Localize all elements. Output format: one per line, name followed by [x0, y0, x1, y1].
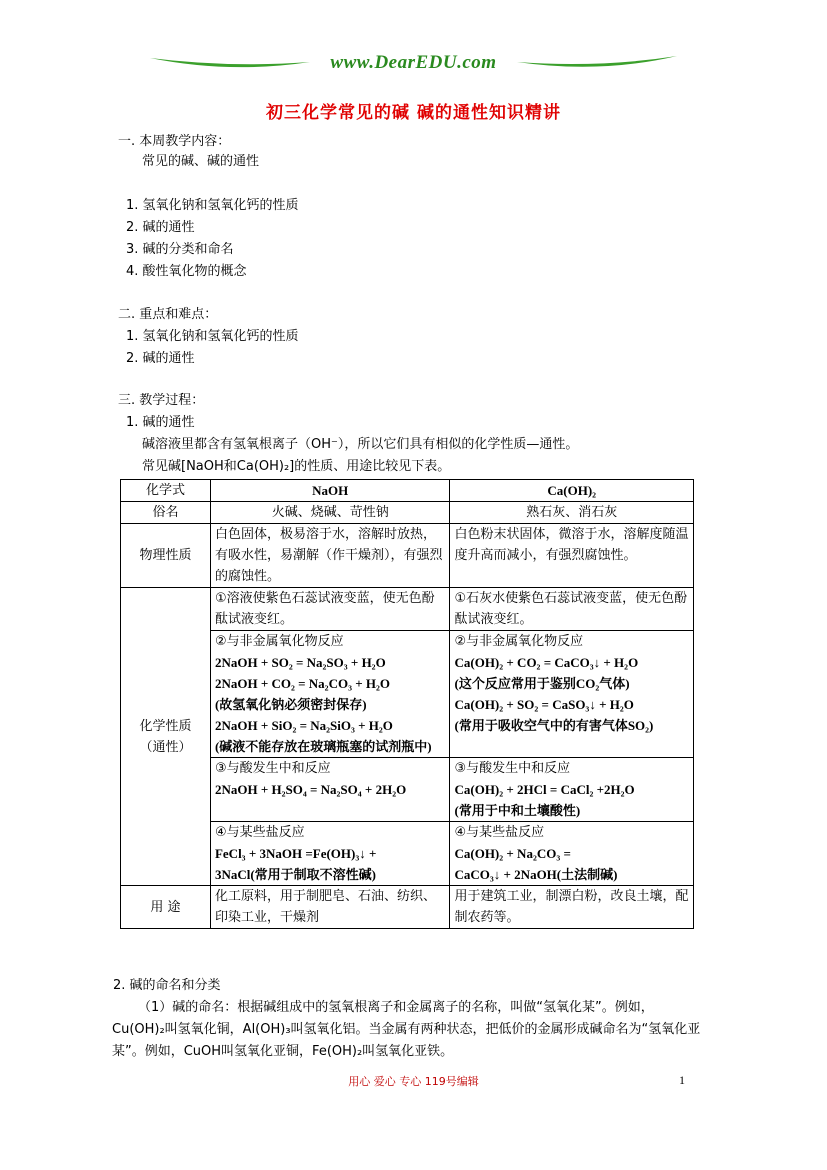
site-logo: www.DearEDU.com: [330, 52, 497, 73]
table-cell: [210, 822, 450, 886]
table-cell: 化工原料，用于制肥皂、石油、纺织、印染工业，干燥剂: [210, 886, 450, 929]
section2-item: 1. 氢氧化钠和氢氧化钙的性质: [126, 329, 299, 344]
table-row: [121, 480, 694, 502]
table-cell: 物理性质: [121, 524, 211, 588]
table-cell: 火碱、烧碱、苛性钠: [210, 502, 450, 524]
equation: 2NaOH + SiO₂ = Na₂SiO₃ + H₂O: [214, 718, 393, 733]
table-header-naoh: NaOH: [210, 480, 450, 502]
equation: 2NaOH + H₂SO₄ = Na₂SO₄ + 2H₂O: [214, 782, 407, 797]
section3-paragraph: 碱溶液里都含有氢氧根离子（OH⁻），所以它们具有相似的化学性质—通性。: [142, 437, 579, 452]
cell-line: ③与酸发生中和反应: [214, 761, 331, 776]
section3-heading: 三. 教学过程：: [118, 393, 205, 408]
table-cell: [450, 631, 694, 758]
table-cell: 用 途: [121, 886, 211, 929]
table-cell: ①溶液使紫色石蕊试液变蓝，使无色酚酞试液变红。: [210, 588, 450, 631]
cell-line: ②与非金属氧化物反应: [214, 634, 344, 649]
table-row: [121, 588, 694, 631]
table-row: [121, 524, 694, 588]
equation: Ca(OH)₂ + CO₂ = CaCO₃↓ + H₂O: [454, 655, 639, 670]
section1-item: 4. 酸性氧化物的概念: [126, 264, 247, 279]
equation: FeCl₃ + 3NaOH =Fe(OH)₃↓ +: [214, 846, 377, 861]
cell-note: (这个反应常用于鉴别CO₂气体): [454, 676, 630, 691]
table-cell: [210, 758, 450, 822]
equation: 2NaOH + CO₂ = Na₂CO₃ + H₂O: [214, 676, 391, 691]
table-row: [121, 502, 694, 524]
equation: CaCO₃↓ + 2NaOH(土法制碱): [454, 867, 618, 882]
cell-note: (常用于中和土壤酸性): [454, 803, 581, 818]
section4-heading: 2. 碱的命名和分类: [113, 978, 221, 993]
section2-heading: 二. 重点和难点：: [118, 307, 218, 322]
equation: Ca(OH)₂ + Na₂CO₃ =: [454, 846, 571, 861]
table-cell: 俗名: [121, 502, 211, 524]
cell-line: ③与酸发生中和反应: [454, 761, 571, 776]
cell-note: (常用于吸收空气中的有害气体SO₂): [454, 718, 654, 733]
comparison-table: [120, 479, 694, 929]
equation: 2NaOH + SO₂ = Na₂SO₃ + H₂O: [214, 655, 386, 670]
table-cell: [450, 822, 694, 886]
cell-line: ④与某些盐反应: [214, 825, 305, 840]
cell-line: ②与非金属氧化物反应: [454, 634, 584, 649]
table-header-caoh2: Ca(OH)₂: [450, 480, 694, 502]
section1-item: 3. 碱的分类和命名: [126, 242, 234, 257]
table-cell: 用于建筑工业，制漂白粉，改良土壤，配制农药等。: [450, 886, 694, 929]
equation: Ca(OH)₂ + 2HCl = CaCl₂ +2H₂O: [454, 782, 635, 797]
table-cell: 白色固体，极易溶于水，溶解时放热，有吸水性，易潮解（作干燥剂），有强烈的腐蚀性。: [210, 524, 450, 588]
page-footer: 用心 爱心 专心 119号编辑: [348, 1075, 479, 1088]
page-header: [0, 44, 827, 84]
table-cell: 化学式: [121, 480, 211, 502]
table-cell: [210, 631, 450, 758]
section3-paragraph: 常见碱[NaOH和Ca(OH)₂]的性质、用途比较见下表。: [142, 459, 451, 474]
equation: 3NaCl(常用于制取不溶性碱): [214, 867, 377, 882]
cell-note: (碱液不能存放在玻璃瓶塞的试剂瓶中): [214, 739, 432, 754]
table-cell: [121, 588, 211, 886]
table-row: [121, 886, 694, 929]
chem-label: 化学性质（通性）: [139, 718, 192, 755]
cell-note: (故氢氧化钠必须密封保存): [214, 697, 367, 712]
page-number: 1: [679, 1073, 685, 1087]
section2-item: 2. 碱的通性: [126, 351, 195, 366]
table-cell: ①石灰水使紫色石蕊试液变蓝，使无色酚酞试液变红。: [450, 588, 694, 631]
section1-item: 2. 碱的通性: [126, 220, 195, 235]
cell-line: ④与某些盐反应: [454, 825, 545, 840]
equation: Ca(OH)₂ + SO₂ = CaSO₃↓ + H₂O: [454, 697, 634, 712]
section1-heading: 一. 本周教学内容：: [118, 134, 231, 149]
section4-paragraph: （1）碱的命名：根据碱组成中的氢氧根离子和金属离子的名称，叫做“氢氧化某”。例如，Cu(OH)₂叫氢氧化铜，Al(OH)₃叫氢氧化铝。当金属有两种状态，把低价的金属形成碱命名为“氢氧化亚某”。例如，CuOH叫氢氧化亚铜，Fe(OH)₂叫氢氧化亚铁。: [112, 1000, 701, 1059]
page-title: 初三化学常见的碱 碱的通性知识精讲: [266, 103, 561, 123]
section1-subtitle: 常见的碱、碱的通性: [142, 154, 260, 169]
section3-item: 1. 碱的通性: [126, 415, 195, 430]
table-cell: 白色粉末状固体，微溶于水，溶解度随温度升高而减小，有强烈腐蚀性。: [450, 524, 694, 588]
section1-item: 1. 氢氧化钠和氢氧化钙的性质: [126, 198, 299, 213]
table-cell: [450, 758, 694, 822]
table-cell: 熟石灰、消石灰: [450, 502, 694, 524]
